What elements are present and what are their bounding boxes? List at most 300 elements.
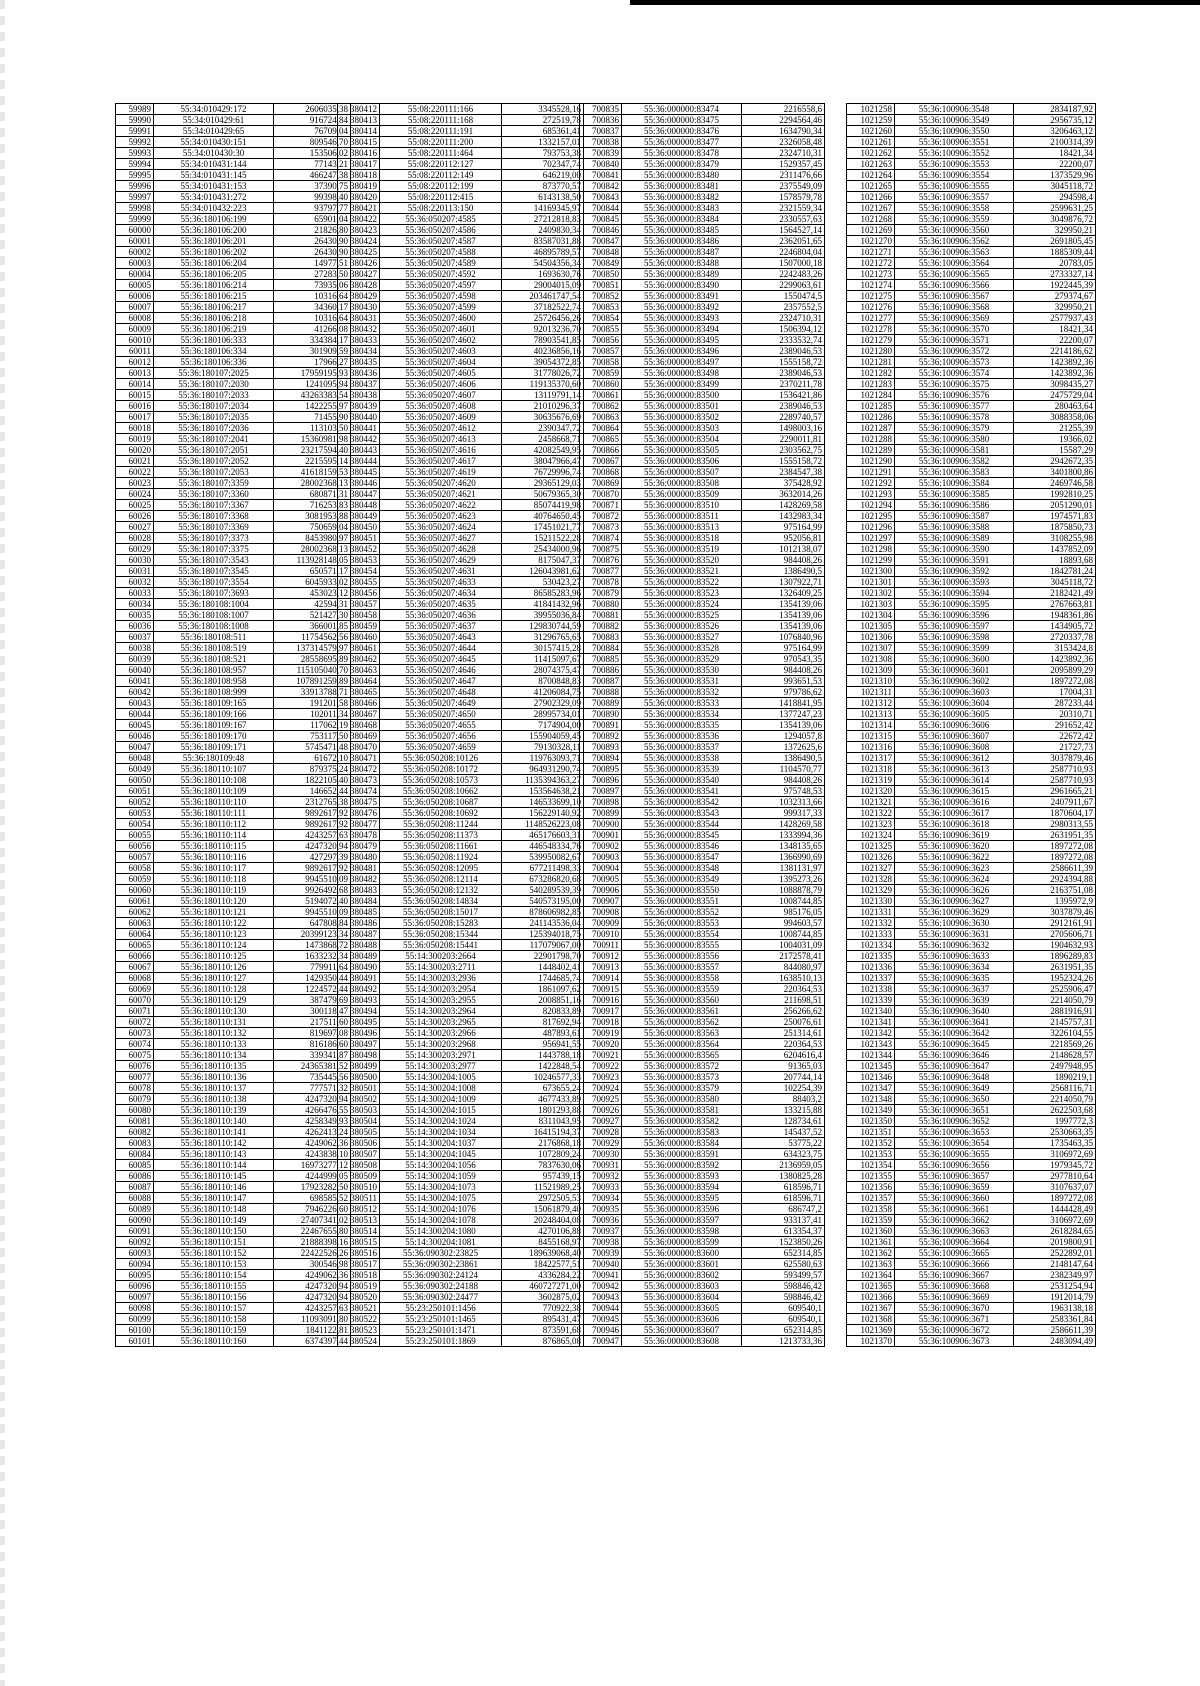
cadastral-number: 55:36:100906:3578 xyxy=(895,412,1014,423)
row-number: 1021321 xyxy=(847,797,895,808)
cadastral-number: 55:36:180107:3545 xyxy=(154,566,274,577)
row-number: 1021361 xyxy=(847,1237,895,1248)
row-number: 1021350 xyxy=(847,1116,895,1127)
row-number: 380433 xyxy=(338,335,380,346)
table-row xyxy=(580,907,825,918)
row-number: 700862 xyxy=(580,401,622,412)
table-row xyxy=(847,632,1096,643)
row-number: 1021273 xyxy=(847,269,895,280)
cadastral-number: 55:36:180108:521 xyxy=(154,654,274,665)
cadastral-value: 427297,39 xyxy=(274,852,351,863)
cadastral-value: 2497948,95 xyxy=(1014,1061,1096,1072)
cadastral-number: 55:36:000000:83540 xyxy=(622,775,742,786)
cadastral-value: 53775,22 xyxy=(742,1138,825,1149)
row-number: 59995 xyxy=(116,170,154,181)
row-number: 1021351 xyxy=(847,1127,895,1138)
cadastral-number: 55:36:100906:3599 xyxy=(895,643,1014,654)
table-row xyxy=(338,786,584,797)
cadastral-number: 55:36:000000:83607 xyxy=(622,1325,742,1336)
row-number: 700835 xyxy=(580,104,622,115)
row-number: 700907 xyxy=(580,896,622,907)
cadastral-number: 55:36:100906:3584 xyxy=(895,478,1014,489)
cadastral-number: 55:36:100906:3653 xyxy=(895,1127,1014,1138)
cadastral-value: 673655,24 xyxy=(502,1083,584,1094)
cadastral-value: 2972505,53 xyxy=(502,1193,584,1204)
row-number: 1021286 xyxy=(847,412,895,423)
cadastral-number: 55:23:250101:1465 xyxy=(380,1314,502,1325)
table-row xyxy=(847,346,1096,357)
cadastral-value: 16415194,37 xyxy=(502,1127,584,1138)
cadastral-number: 55:08:220112:415 xyxy=(380,192,502,203)
table-row xyxy=(338,896,584,907)
cadastral-number: 55:36:000000:83598 xyxy=(622,1226,742,1237)
cadastral-number: 55:36:000000:83536 xyxy=(622,731,742,742)
cadastral-value: 366001,85 xyxy=(274,621,351,632)
table-row xyxy=(338,1325,584,1336)
cadastral-number: 55:36:180107:2033 xyxy=(154,390,274,401)
table-row xyxy=(580,192,825,203)
cadastral-value: 78903541,85 xyxy=(502,335,584,346)
row-number: 380446 xyxy=(338,478,380,489)
row-number: 700851 xyxy=(580,280,622,291)
cadastral-number: 55:36:050207:4636 xyxy=(380,610,502,621)
cadastral-number: 55:36:180106:219 xyxy=(154,324,274,335)
cadastral-number: 55:36:100906:3593 xyxy=(895,577,1014,588)
cadastral-number: 55:36:050207:4589 xyxy=(380,258,502,269)
cadastral-number: 55:36:000000:83527 xyxy=(622,632,742,643)
cadastral-value: 1348135,65 xyxy=(742,841,825,852)
table-row xyxy=(580,346,825,357)
cadastral-number: 55:14:300204:1075 xyxy=(380,1193,502,1204)
cadastral-value: 1523850,26 xyxy=(742,1237,825,1248)
row-number: 60054 xyxy=(116,819,154,830)
cadastral-number: 55:36:100906:3572 xyxy=(895,346,1014,357)
cadastral-value: 1072809,24 xyxy=(502,1149,584,1160)
row-number: 1021280 xyxy=(847,346,895,357)
cadastral-number: 55:08:220112:199 xyxy=(380,181,502,192)
row-number: 700918 xyxy=(580,1017,622,1028)
table-row xyxy=(116,1281,351,1292)
cadastral-value: 1381131,97 xyxy=(742,863,825,874)
table-row xyxy=(338,885,584,896)
cadastral-number: 55:36:100906:3558 xyxy=(895,203,1014,214)
table-row xyxy=(338,819,584,830)
cadastral-value: 1428269,58 xyxy=(742,819,825,830)
cadastral-number: 55:36:100906:3637 xyxy=(895,984,1014,995)
row-number: 59999 xyxy=(116,214,154,225)
table-row xyxy=(580,1061,825,1072)
cadastral-number: 55:36:100906:3552 xyxy=(895,148,1014,159)
cadastral-value: 6374397,44 xyxy=(274,1336,351,1347)
row-number: 380508 xyxy=(338,1160,380,1171)
table-row xyxy=(116,951,351,962)
row-number: 700896 xyxy=(580,775,622,786)
cadastral-value: 2586611,39 xyxy=(1014,863,1096,874)
table-row xyxy=(338,1226,584,1237)
table-row xyxy=(116,1105,351,1116)
row-number: 700838 xyxy=(580,137,622,148)
cadastral-value: 8311043,95 xyxy=(502,1116,584,1127)
cadastral-value: 119763093,71 xyxy=(502,753,584,764)
table-row xyxy=(847,412,1096,423)
cadastral-number: 55:36:180108:958 xyxy=(154,676,274,687)
table-row xyxy=(847,1039,1096,1050)
table-row xyxy=(116,423,351,434)
cadastral-number: 55:36:050207:4628 xyxy=(380,544,502,555)
row-number: 60008 xyxy=(116,313,154,324)
row-number: 60016 xyxy=(116,401,154,412)
row-number: 700909 xyxy=(580,918,622,929)
row-number: 380495 xyxy=(338,1017,380,1028)
table-row xyxy=(847,445,1096,456)
row-number: 700854 xyxy=(580,313,622,324)
row-number: 60026 xyxy=(116,511,154,522)
cadastral-value: 4336284,22 xyxy=(502,1270,584,1281)
table-row xyxy=(338,423,584,434)
table-row xyxy=(847,929,1096,940)
table-row xyxy=(847,269,1096,280)
cadastral-value: 291652,42 xyxy=(1014,720,1096,731)
table-row xyxy=(847,203,1096,214)
row-number: 60084 xyxy=(116,1149,154,1160)
cadastral-value: 1008744,85 xyxy=(742,929,825,940)
cadastral-number: 55:36:100906:3664 xyxy=(895,1237,1014,1248)
table-row xyxy=(338,676,584,687)
table-row xyxy=(338,346,584,357)
cadastral-number: 55:36:050207:4624 xyxy=(380,522,502,533)
cadastral-value: 329950,21 xyxy=(1014,302,1096,313)
table-row xyxy=(116,126,351,137)
row-number: 1021370 xyxy=(847,1336,895,1347)
cadastral-value: 18421,34 xyxy=(1014,148,1096,159)
cadastral-number: 55:36:000000:83508 xyxy=(622,478,742,489)
table-row xyxy=(847,995,1096,1006)
cadastral-number: 55:36:180110:154 xyxy=(154,1270,274,1281)
cadastral-number: 55:36:000000:83534 xyxy=(622,709,742,720)
table-row xyxy=(116,148,351,159)
table-row xyxy=(847,456,1096,467)
cadastral-number: 55:36:100906:3646 xyxy=(895,1050,1014,1061)
row-number: 60044 xyxy=(116,709,154,720)
table-row xyxy=(580,841,825,852)
table-row xyxy=(580,918,825,929)
table-row xyxy=(338,148,584,159)
cadastral-number: 55:36:000000:83525 xyxy=(622,610,742,621)
cadastral-number: 55:36:180109:48 xyxy=(154,753,274,764)
row-number: 1021277 xyxy=(847,313,895,324)
cadastral-number: 55:36:180110:150 xyxy=(154,1226,274,1237)
cadastral-number: 55:34:010431:153 xyxy=(154,181,274,192)
row-number: 60019 xyxy=(116,434,154,445)
cadastral-value: 19366,02 xyxy=(1014,434,1096,445)
table-row xyxy=(580,225,825,236)
cadastral-value: 155904059,45 xyxy=(502,731,584,742)
cadastral-number: 55:36:100906:3624 xyxy=(895,874,1014,885)
cadastral-number: 55:36:180108:1004 xyxy=(154,599,274,610)
cadastral-number: 55:36:180110:140 xyxy=(154,1116,274,1127)
cadastral-number: 55:36:180107:2036 xyxy=(154,423,274,434)
cadastral-number: 55:36:000000:83551 xyxy=(622,896,742,907)
row-number: 60086 xyxy=(116,1171,154,1182)
table-row xyxy=(580,1050,825,1061)
cadastral-value: 1974571,83 xyxy=(1014,511,1096,522)
cadastral-value: 453023,12 xyxy=(274,588,351,599)
cadastral-number: 55:36:050207:4609 xyxy=(380,412,502,423)
table-row xyxy=(580,456,825,467)
cadastral-value: 8700848,83 xyxy=(502,676,584,687)
row-number: 60038 xyxy=(116,643,154,654)
cadastral-number: 55:36:180107:3693 xyxy=(154,588,274,599)
cadastral-number: 55:36:100906:3579 xyxy=(895,423,1014,434)
cadastral-value: 5194072,40 xyxy=(274,896,351,907)
cadastral-value: 42082549,95 xyxy=(502,445,584,456)
row-number: 1021288 xyxy=(847,434,895,445)
table-row xyxy=(116,555,351,566)
cadastral-number: 55:36:100906:3549 xyxy=(895,115,1014,126)
table-row xyxy=(847,1237,1096,1248)
cadastral-number: 55:36:100906:3553 xyxy=(895,159,1014,170)
table-row xyxy=(116,962,351,973)
cadastral-number: 55:36:050207:4621 xyxy=(380,489,502,500)
cadastral-number: 55:36:050207:4604 xyxy=(380,357,502,368)
table-row xyxy=(847,379,1096,390)
table-row xyxy=(580,1314,825,1325)
cadastral-value: 39955036,84 xyxy=(502,610,584,621)
cadastral-number: 55:36:100906:3566 xyxy=(895,280,1014,291)
table-row xyxy=(580,731,825,742)
cadastral-number: 55:36:050207:4637 xyxy=(380,621,502,632)
cadastral-number: 55:14:300204:1008 xyxy=(380,1083,502,1094)
cadastral-number: 55:36:000000:83606 xyxy=(622,1314,742,1325)
cadastral-value: 217511,60 xyxy=(274,1017,351,1028)
row-number: 380474 xyxy=(338,786,380,797)
row-number: 380503 xyxy=(338,1105,380,1116)
table-row xyxy=(847,1303,1096,1314)
row-number: 700913 xyxy=(580,962,622,973)
cadastral-value: 540573195,00 xyxy=(502,896,584,907)
cadastral-value: 753117,50 xyxy=(274,731,351,742)
table-row xyxy=(338,555,584,566)
row-number: 60028 xyxy=(116,533,154,544)
cadastral-number: 55:36:100906:3618 xyxy=(895,819,1014,830)
cadastral-value: 2409830,34 xyxy=(502,225,584,236)
cadastral-value: 6143138,50 xyxy=(502,192,584,203)
cadastral-number: 55:36:000000:83537 xyxy=(622,742,742,753)
cadastral-value: 2384547,38 xyxy=(742,467,825,478)
cadastral-number: 55:36:000000:83501 xyxy=(622,401,742,412)
table-row xyxy=(847,852,1096,863)
table-row xyxy=(338,203,584,214)
row-number: 700936 xyxy=(580,1215,622,1226)
table-row xyxy=(580,1281,825,1292)
row-number: 700869 xyxy=(580,478,622,489)
cadastral-value: 2767663,81 xyxy=(1014,599,1096,610)
row-number: 700901 xyxy=(580,830,622,841)
cadastral-number: 55:36:180110:133 xyxy=(154,1039,274,1050)
cadastral-number: 55:14:300204:1024 xyxy=(380,1116,502,1127)
table-row xyxy=(580,203,825,214)
cadastral-value: 4262413,24 xyxy=(274,1127,351,1138)
cadastral-value: 716253,83 xyxy=(274,500,351,511)
cadastral-value: 20399123,34 xyxy=(274,929,351,940)
cadastral-value: 11521989,25 xyxy=(502,1182,584,1193)
row-number: 1021329 xyxy=(847,885,895,896)
row-number: 700849 xyxy=(580,258,622,269)
row-number: 1021318 xyxy=(847,764,895,775)
row-number: 380458 xyxy=(338,610,380,621)
cadastral-number: 55:36:050207:4608 xyxy=(380,401,502,412)
table-block-1 xyxy=(115,103,351,1347)
row-number: 60088 xyxy=(116,1193,154,1204)
cadastral-number: 55:36:100906:3586 xyxy=(895,500,1014,511)
row-number: 380413 xyxy=(338,115,380,126)
cadastral-value: 1418841,95 xyxy=(742,698,825,709)
table-row xyxy=(580,874,825,885)
table-row xyxy=(847,489,1096,500)
cadastral-number: 55:36:000000:83539 xyxy=(622,764,742,775)
table-row xyxy=(338,1215,584,1226)
row-number: 1021293 xyxy=(847,489,895,500)
cadastral-value: 17004,31 xyxy=(1014,687,1096,698)
table-row xyxy=(338,137,584,148)
cadastral-value: 4247320,94 xyxy=(274,1292,351,1303)
row-number: 1021347 xyxy=(847,1083,895,1094)
table-row xyxy=(580,951,825,962)
row-number: 60094 xyxy=(116,1259,154,1270)
cadastral-number: 55:36:050207:4646 xyxy=(380,665,502,676)
table-row xyxy=(338,544,584,555)
row-number: 60022 xyxy=(116,467,154,478)
row-number: 380500 xyxy=(338,1072,380,1083)
cadastral-value: 301909,59 xyxy=(274,346,351,357)
row-number: 1021354 xyxy=(847,1160,895,1171)
cadastral-number: 55:36:100906:3602 xyxy=(895,676,1014,687)
cadastral-value: 820833,89 xyxy=(502,1006,584,1017)
row-number: 59992 xyxy=(116,137,154,148)
row-number: 380440 xyxy=(338,412,380,423)
row-number: 60061 xyxy=(116,896,154,907)
table-row xyxy=(847,500,1096,511)
row-number: 380417 xyxy=(338,159,380,170)
cadastral-number: 55:36:050207:4643 xyxy=(380,632,502,643)
row-number: 380454 xyxy=(338,566,380,577)
row-number: 1021353 xyxy=(847,1149,895,1160)
cadastral-number: 55:36:050208:15344 xyxy=(380,929,502,940)
cadastral-value: 2483094,49 xyxy=(1014,1336,1096,1347)
row-number: 60063 xyxy=(116,918,154,929)
cadastral-number: 55:36:100906:3613 xyxy=(895,764,1014,775)
table-row xyxy=(580,885,825,896)
row-number: 700868 xyxy=(580,467,622,478)
cadastral-number: 55:36:100906:3570 xyxy=(895,324,1014,335)
table-row xyxy=(338,1072,584,1083)
cadastral-value: 41841432,96 xyxy=(502,599,584,610)
row-number: 380522 xyxy=(338,1314,380,1325)
cadastral-number: 55:36:000000:83572 xyxy=(622,1061,742,1072)
row-number: 380445 xyxy=(338,467,380,478)
table-row xyxy=(338,808,584,819)
cadastral-value: 2290011,81 xyxy=(742,434,825,445)
row-number: 700841 xyxy=(580,170,622,181)
cadastral-number: 55:36:100906:3645 xyxy=(895,1039,1014,1050)
cadastral-value: 113103,50 xyxy=(274,423,351,434)
cadastral-number: 55:36:000000:83542 xyxy=(622,797,742,808)
table-row xyxy=(847,1061,1096,1072)
row-number: 380497 xyxy=(338,1039,380,1050)
row-number: 700890 xyxy=(580,709,622,720)
cadastral-value: 1386490,5 xyxy=(742,753,825,764)
table-row xyxy=(338,621,584,632)
table-row xyxy=(580,1017,825,1028)
table-row xyxy=(580,1039,825,1050)
table-row xyxy=(847,885,1096,896)
cadastral-value: 43263383,54 xyxy=(274,390,351,401)
cadastral-value: 2019800,91 xyxy=(1014,1237,1096,1248)
row-number: 1021283 xyxy=(847,379,895,390)
table-row xyxy=(580,1248,825,1259)
cadastral-number: 55:36:000000:83485 xyxy=(622,225,742,236)
cadastral-value: 250076,61 xyxy=(742,1017,825,1028)
cadastral-number: 55:36:000000:83521 xyxy=(622,566,742,577)
row-number: 380447 xyxy=(338,489,380,500)
cadastral-value: 1861097,62 xyxy=(502,984,584,995)
table-row xyxy=(580,753,825,764)
row-number: 1021317 xyxy=(847,753,895,764)
table-row xyxy=(580,379,825,390)
cadastral-value: 22200,07 xyxy=(1014,335,1096,346)
row-number: 700946 xyxy=(580,1325,622,1336)
cadastral-value: 1333994,36 xyxy=(742,830,825,841)
row-number: 1021297 xyxy=(847,533,895,544)
row-number: 380521 xyxy=(338,1303,380,1314)
table-row xyxy=(116,1149,351,1160)
table-row xyxy=(116,1325,351,1336)
row-number: 1021261 xyxy=(847,137,895,148)
cadastral-value: 2362051,65 xyxy=(742,236,825,247)
table-row xyxy=(338,1017,584,1028)
cadastral-number: 55:36:000000:83554 xyxy=(622,929,742,940)
table-row xyxy=(580,522,825,533)
cadastral-value: 685361,41 xyxy=(502,126,584,137)
cadastral-value: 9945510,09 xyxy=(274,874,351,885)
cadastral-number: 55:36:050207:4598 xyxy=(380,291,502,302)
cadastral-number: 55:36:000000:83482 xyxy=(622,192,742,203)
row-number: 700920 xyxy=(580,1039,622,1050)
row-number: 60036 xyxy=(116,621,154,632)
cadastral-number: 55:36:000000:83477 xyxy=(622,137,742,148)
table-row xyxy=(847,1083,1096,1094)
row-number: 60097 xyxy=(116,1292,154,1303)
cadastral-number: 55:36:100906:3633 xyxy=(895,951,1014,962)
table-row xyxy=(116,1083,351,1094)
cadastral-value: 1875850,73 xyxy=(1014,522,1096,533)
cadastral-number: 55:36:180110:131 xyxy=(154,1017,274,1028)
table-row xyxy=(338,1281,584,1292)
cadastral-value: 1332157,01 xyxy=(502,137,584,148)
cadastral-number: 55:36:100906:3592 xyxy=(895,566,1014,577)
table-row xyxy=(116,467,351,478)
table-row xyxy=(847,104,1096,115)
cadastral-number: 55:36:180109:170 xyxy=(154,731,274,742)
table-row xyxy=(338,1116,584,1127)
table-row xyxy=(580,500,825,511)
row-number: 1021315 xyxy=(847,731,895,742)
row-number: 60030 xyxy=(116,555,154,566)
row-number: 380422 xyxy=(338,214,380,225)
row-number: 1021320 xyxy=(847,786,895,797)
cadastral-number: 55:36:100906:3631 xyxy=(895,929,1014,940)
cadastral-number: 55:14:300204:1056 xyxy=(380,1160,502,1171)
